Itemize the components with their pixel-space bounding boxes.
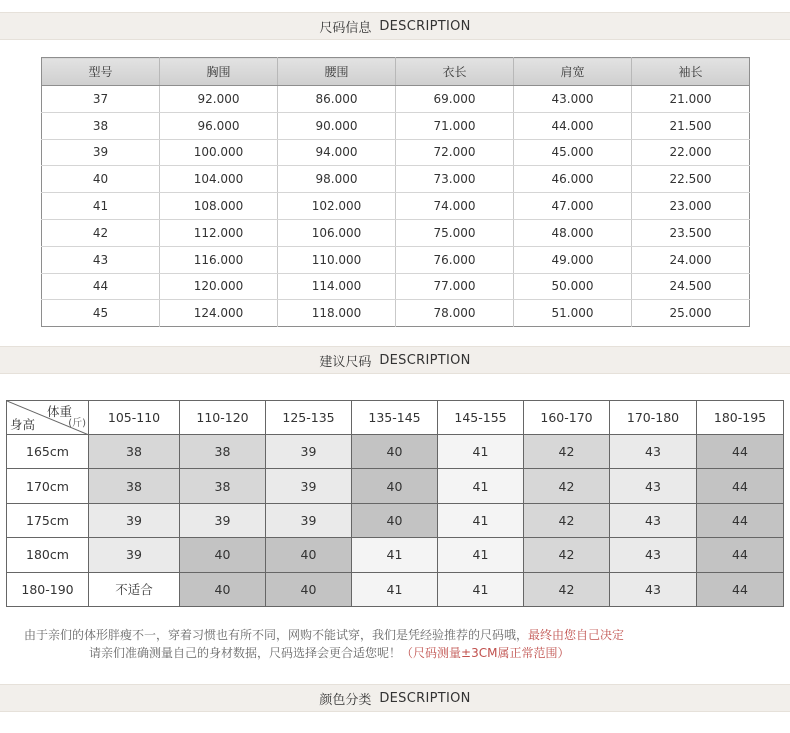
size-table-cell: 23.000	[632, 193, 750, 220]
section-header-color	[0, 684, 790, 712]
height-row-header: 165cm	[7, 435, 89, 469]
note-line-1	[0, 626, 790, 643]
recommended-size-cell: 41	[352, 538, 438, 572]
section-title-en: DESCRIPTION	[379, 352, 471, 368]
recommended-size-cell: 40	[180, 572, 266, 606]
recommended-size-cell: 44	[697, 572, 784, 606]
height-row-header: 170cm	[7, 469, 89, 503]
size-table-cell: 102.000	[278, 193, 396, 220]
size-table-header: 胸围	[160, 58, 278, 86]
recommended-size-cell: 39	[180, 503, 266, 537]
table-row	[42, 166, 750, 193]
size-table-cell: 76.000	[396, 246, 514, 273]
size-table-cell: 44	[42, 273, 160, 300]
corner-weight-unit: (斤)	[68, 418, 86, 429]
recommended-size-cell: 44	[697, 469, 784, 503]
recommended-size-cell: 42	[524, 503, 610, 537]
size-table-header: 衣长	[396, 58, 514, 86]
table-row	[42, 86, 750, 113]
size-table-cell: 40	[42, 166, 160, 193]
size-table-cell: 78.000	[396, 300, 514, 327]
recommended-size-cell: 43	[610, 435, 697, 469]
size-table-cell: 75.000	[396, 219, 514, 246]
note-highlight: 最终由您自己决定	[528, 628, 625, 642]
size-table-cell: 120.000	[160, 273, 278, 300]
recommended-size-cell: 38	[180, 469, 266, 503]
table-row	[42, 219, 750, 246]
table-row	[42, 300, 750, 327]
size-table-cell: 77.000	[396, 273, 514, 300]
size-table-cell: 22.000	[632, 139, 750, 166]
recommended-size-cell: 40	[266, 572, 352, 606]
weight-range-header: 145-155	[438, 401, 524, 435]
weight-range-header: 110-120	[180, 401, 266, 435]
height-row-header: 180-190	[7, 572, 89, 606]
size-table-cell: 74.000	[396, 193, 514, 220]
section-title-cn: 颜色分类	[319, 692, 372, 708]
size-table-cell: 106.000	[278, 219, 396, 246]
table-row	[42, 273, 750, 300]
recommended-size-cell: 40	[180, 538, 266, 572]
table-row	[7, 503, 784, 537]
recommend-table	[6, 400, 784, 607]
recommended-size-cell: 38	[89, 469, 180, 503]
recommended-size-cell: 44	[697, 503, 784, 537]
recommended-size-cell: 41	[438, 572, 524, 606]
recommended-size-cell: 不适合	[89, 572, 180, 606]
size-table-cell: 98.000	[278, 166, 396, 193]
size-table-cell: 69.000	[396, 86, 514, 113]
recommended-size-cell: 39	[266, 503, 352, 537]
recommended-size-cell: 42	[524, 469, 610, 503]
size-table-cell: 73.000	[396, 166, 514, 193]
size-table-cell: 108.000	[160, 193, 278, 220]
size-table-cell: 112.000	[160, 219, 278, 246]
section-title-cn: 尺码信息	[319, 20, 372, 36]
size-table-cell: 37	[42, 86, 160, 113]
section-header-size-info	[0, 12, 790, 40]
table-row	[7, 469, 784, 503]
section-title-cn: 建议尺码	[319, 354, 372, 370]
size-table-cell: 23.500	[632, 219, 750, 246]
size-table-cell: 45	[92, 306, 109, 321]
recommended-size-cell: 42	[524, 538, 610, 572]
size-table-cell: 50.000	[514, 273, 632, 300]
size-table-cell: 110.000	[278, 246, 396, 273]
size-table-cell: 96.000	[160, 112, 278, 139]
height-row-header: 180cm	[7, 538, 89, 572]
size-table-cell: 116.000	[160, 246, 278, 273]
size-table-cell: 90.000	[278, 112, 396, 139]
recommended-size-cell: 40	[266, 538, 352, 572]
recommended-size-cell: 41	[438, 435, 524, 469]
size-table-cell: 124.000	[160, 300, 278, 327]
size-table-cell: 39	[42, 139, 160, 166]
size-table-header: 腰围	[278, 58, 396, 86]
recommended-size-cell: 39	[89, 503, 180, 537]
table-row	[42, 193, 750, 220]
size-table-cell: 38	[42, 112, 160, 139]
recommended-size-cell: 39	[266, 435, 352, 469]
weight-range-header: 135-145	[352, 401, 438, 435]
size-table	[41, 57, 750, 327]
section-header-recommend	[0, 346, 790, 374]
weight-range-header: 125-135	[266, 401, 352, 435]
size-table-cell: 49.000	[514, 246, 632, 273]
size-table-header: 型号	[42, 58, 160, 86]
table-row	[42, 112, 750, 139]
size-table-cell: 71.000	[396, 112, 514, 139]
size-table-header: 袖长	[632, 58, 750, 86]
recommended-size-cell: 40	[352, 469, 438, 503]
recommended-size-cell: 39	[89, 538, 180, 572]
recommended-size-cell: 41	[438, 538, 524, 572]
recommended-size-cell: 40	[352, 435, 438, 469]
size-table-cell: 48.000	[514, 219, 632, 246]
recommended-size-cell: 43	[610, 572, 697, 606]
size-table-cell: 25.000	[632, 300, 750, 327]
corner-height-label: 身高	[10, 417, 36, 432]
table-row	[7, 435, 784, 469]
recommended-size-cell: 41	[438, 469, 524, 503]
weight-range-header: 170-180	[610, 401, 697, 435]
size-table-cell: 42	[42, 219, 160, 246]
size-table-cell: 45.000	[514, 139, 632, 166]
size-table-cell: 21.500	[632, 112, 750, 139]
recommended-size-cell: 38	[89, 435, 180, 469]
weight-range-header: 105-110	[89, 401, 180, 435]
size-table-header: 肩宽	[514, 58, 632, 86]
section-title-en: DESCRIPTION	[379, 18, 471, 34]
table-corner-cell	[7, 401, 89, 435]
recommended-size-cell: 38	[180, 435, 266, 469]
size-table-cell: 114.000	[278, 273, 396, 300]
height-row-header: 175cm	[7, 503, 89, 537]
recommended-size-cell: 42	[524, 435, 610, 469]
weight-range-header: 180-195	[697, 401, 784, 435]
corner-weight-label: 体重	[46, 404, 72, 419]
size-table-cell: 118.000	[278, 300, 396, 327]
table-row	[42, 139, 750, 166]
recommended-size-cell: 43	[610, 503, 697, 537]
size-table-cell: 72.000	[396, 139, 514, 166]
table-row	[7, 572, 784, 606]
recommended-size-cell: 43	[610, 469, 697, 503]
recommended-size-cell: 39	[266, 469, 352, 503]
size-table-cell: 92.000	[160, 86, 278, 113]
size-table-cell: 43	[42, 246, 160, 273]
size-table-cell: 24.500	[632, 273, 750, 300]
recommended-size-cell: 44	[697, 538, 784, 572]
recommended-size-cell: 41	[438, 503, 524, 537]
size-table-cell: 21.000	[632, 86, 750, 113]
recommended-size-cell: 40	[352, 503, 438, 537]
section-title-en: DESCRIPTION	[379, 690, 471, 706]
size-table-cell: 46.000	[514, 166, 632, 193]
table-row	[7, 538, 784, 572]
weight-range-header: 160-170	[524, 401, 610, 435]
note-line-2	[0, 644, 790, 661]
size-table-cell: 43.000	[514, 86, 632, 113]
recommended-size-cell: 43	[610, 538, 697, 572]
size-table-cell: 104.000	[160, 166, 278, 193]
recommended-size-cell: 42	[524, 572, 610, 606]
size-table-cell: 41	[42, 193, 160, 220]
size-table-cell: 94.000	[278, 139, 396, 166]
size-table-cell: 47.000	[514, 193, 632, 220]
note-highlight: （尺码测量±3CM属正常范围）	[401, 646, 570, 660]
table-row	[42, 246, 750, 273]
size-table-cell: 100.000	[160, 139, 278, 166]
recommended-size-cell: 41	[352, 572, 438, 606]
size-table-cell: 86.000	[278, 86, 396, 113]
note-text: 请亲们准确测量自己的身材数据，尺码选择会更合适您呢！	[89, 646, 402, 660]
recommended-size-cell: 44	[697, 435, 784, 469]
size-table-cell: 22.500	[632, 166, 750, 193]
size-table-cell: 44.000	[514, 112, 632, 139]
size-table-cell: 51.000	[514, 300, 632, 327]
size-table-cell: 24.000	[632, 246, 750, 273]
note-text: 由于亲们的体形胖瘦不一，穿着习惯也有所不同，网购不能试穿，我们是凭经验推荐的尺码哦，	[24, 628, 529, 642]
